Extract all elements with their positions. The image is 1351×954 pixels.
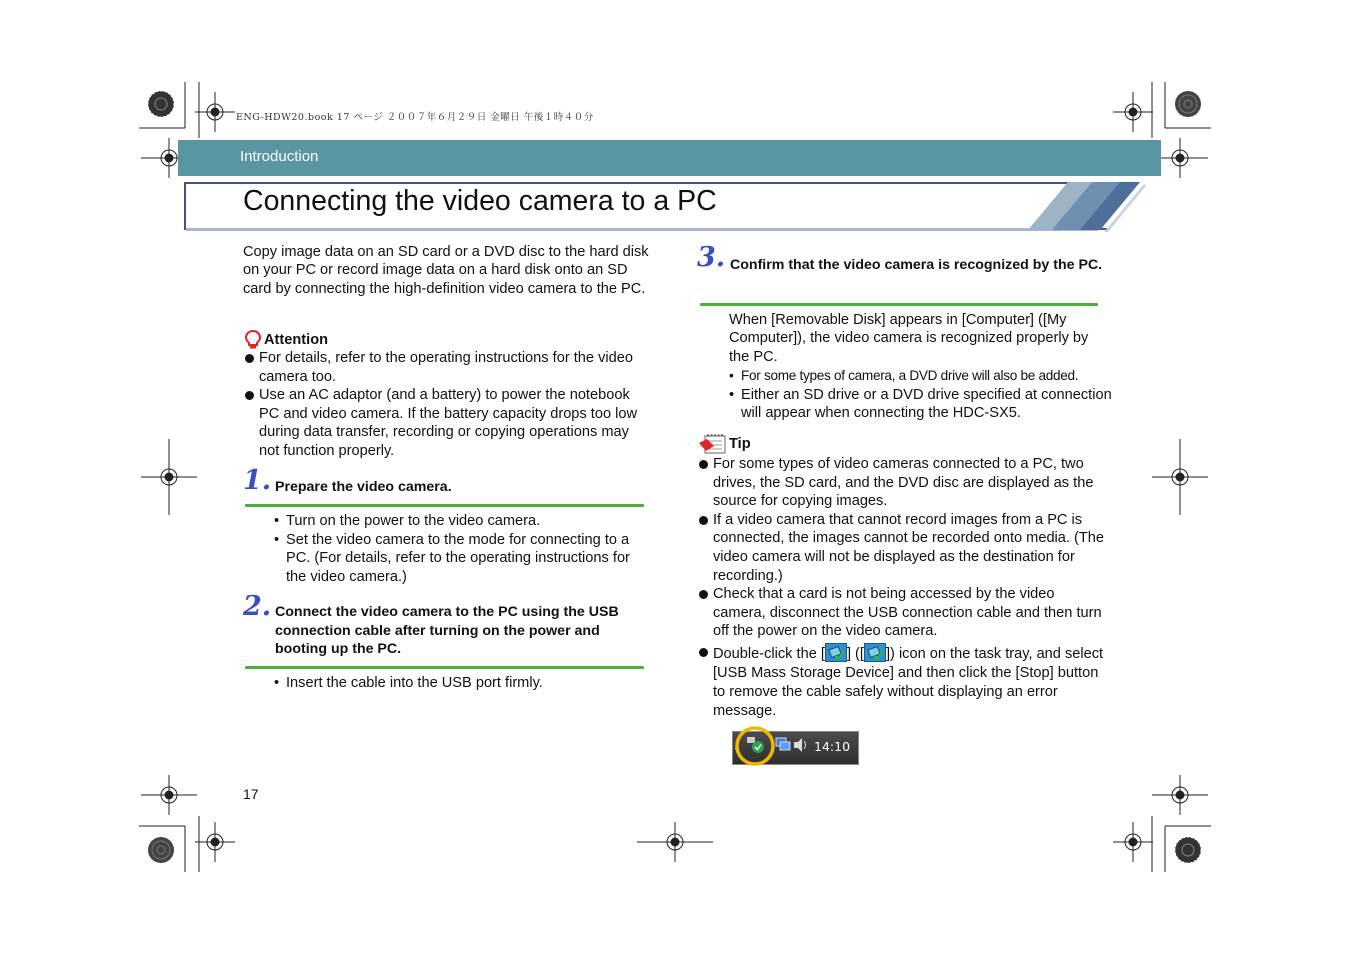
list-item xyxy=(697,643,1109,721)
step-2-list xyxy=(274,674,652,693)
step-3-rule xyxy=(700,303,1098,306)
list-item: • Either an SD drive or a DVD drive specified at connection will appear when connecting the HDC-SX5. xyxy=(729,386,1119,423)
step-2-number: 2. xyxy=(243,591,272,622)
section-bar xyxy=(178,140,1161,176)
tip-4-text-c: ]) icon on the task tray, and select [USB Mass Storage Device] and then click the [Stop] button to remove the cable safely without displaying an error message. xyxy=(713,645,1104,719)
list-item: If a video camera that cannot record images from a PC is connected, the images cannot be recorded onto media. (The video camera will not be displayed as the destination for recording.) xyxy=(697,511,1109,585)
tip-4-text-b: ] ([ xyxy=(846,645,864,662)
book-info: ENG-HDW20.book 17 ページ ２００７年６月２９日 金曜日 午後１時４０分 xyxy=(236,112,594,123)
step-3-number: 3. xyxy=(697,242,726,273)
task-tray-icons xyxy=(728,724,828,768)
title-shadow xyxy=(186,228,1098,231)
safely-remove-hardware-icon xyxy=(747,737,764,753)
step-1-rule xyxy=(245,504,644,507)
attention-list xyxy=(243,349,653,461)
tip-4-text-a: Double-click the [ xyxy=(713,645,825,662)
speaker-icon xyxy=(794,738,806,752)
tray-clock: 14:10 xyxy=(814,739,851,754)
safely-remove-hardware-icon xyxy=(864,643,886,662)
network-icon xyxy=(776,738,790,750)
step-2-title: Connect the video camera to the PC using the USB connection cable after turning on the power and booting up the PC. xyxy=(275,604,619,658)
tip-list xyxy=(697,455,1109,721)
step-3-body: When [Removable Disk] appears in [Computer] ([My Computer]), the video camera is recognized properly by the PC. xyxy=(729,312,1089,365)
step-1-number: 1. xyxy=(243,465,272,496)
list-item: • For some types of camera, a DVD drive will also be added. xyxy=(729,367,1119,386)
title-stripes xyxy=(1022,180,1146,232)
intro-paragraph: Copy image data on an SD card or a DVD disc to the hard disk on your PC or record image data on a hard disk onto an SD card by connecting the high-definition video camera to the PC. xyxy=(243,244,649,297)
list-item: For some types of video cameras connected to a PC, two drives, the SD card, and the DVD disc are displayed as the source for copying images. xyxy=(697,455,1109,511)
list-item: • Turn on the power to the video camera. xyxy=(274,512,652,531)
list-item: For details, refer to the operating instructions for the video camera too. xyxy=(243,349,653,386)
step-3-list xyxy=(729,367,1119,423)
section-label: Introduction xyxy=(240,148,319,165)
attention-bulb-icon xyxy=(244,330,262,350)
step-1-title: Prepare the video camera. xyxy=(275,479,452,495)
safely-remove-hardware-icon xyxy=(825,643,847,662)
list-item: • Set the video camera to the mode for connecting to a PC. (For details, refer to the operating instructions for the video camera.) xyxy=(274,531,652,587)
step-3-title: Confirm that the video camera is recognized by the PC. xyxy=(730,257,1103,273)
tip-notepad-icon xyxy=(698,433,727,455)
list-item: Use an AC adaptor (and a battery) to power the notebook PC and video camera. If the battery capacity drops too low during data transfer, recording or copying operations may not function properly. xyxy=(243,386,653,460)
attention-heading xyxy=(244,330,328,350)
attention-label: Attention xyxy=(264,332,329,348)
list-item: • Insert the cable into the USB port firmly. xyxy=(274,674,652,693)
tip-label: Tip xyxy=(729,436,751,452)
svg-text:‹: ‹ xyxy=(734,741,739,755)
tip-heading xyxy=(698,433,751,455)
list-item: Check that a card is not being accessed by the video camera, disconnect the USB connection cable and then turn off the power on the video camera. xyxy=(697,585,1109,641)
page-title: Connecting the video camera to a PC xyxy=(243,185,717,217)
step-1-list xyxy=(274,512,652,586)
page-number: 17 xyxy=(243,786,259,802)
step-2-rule xyxy=(245,666,644,669)
